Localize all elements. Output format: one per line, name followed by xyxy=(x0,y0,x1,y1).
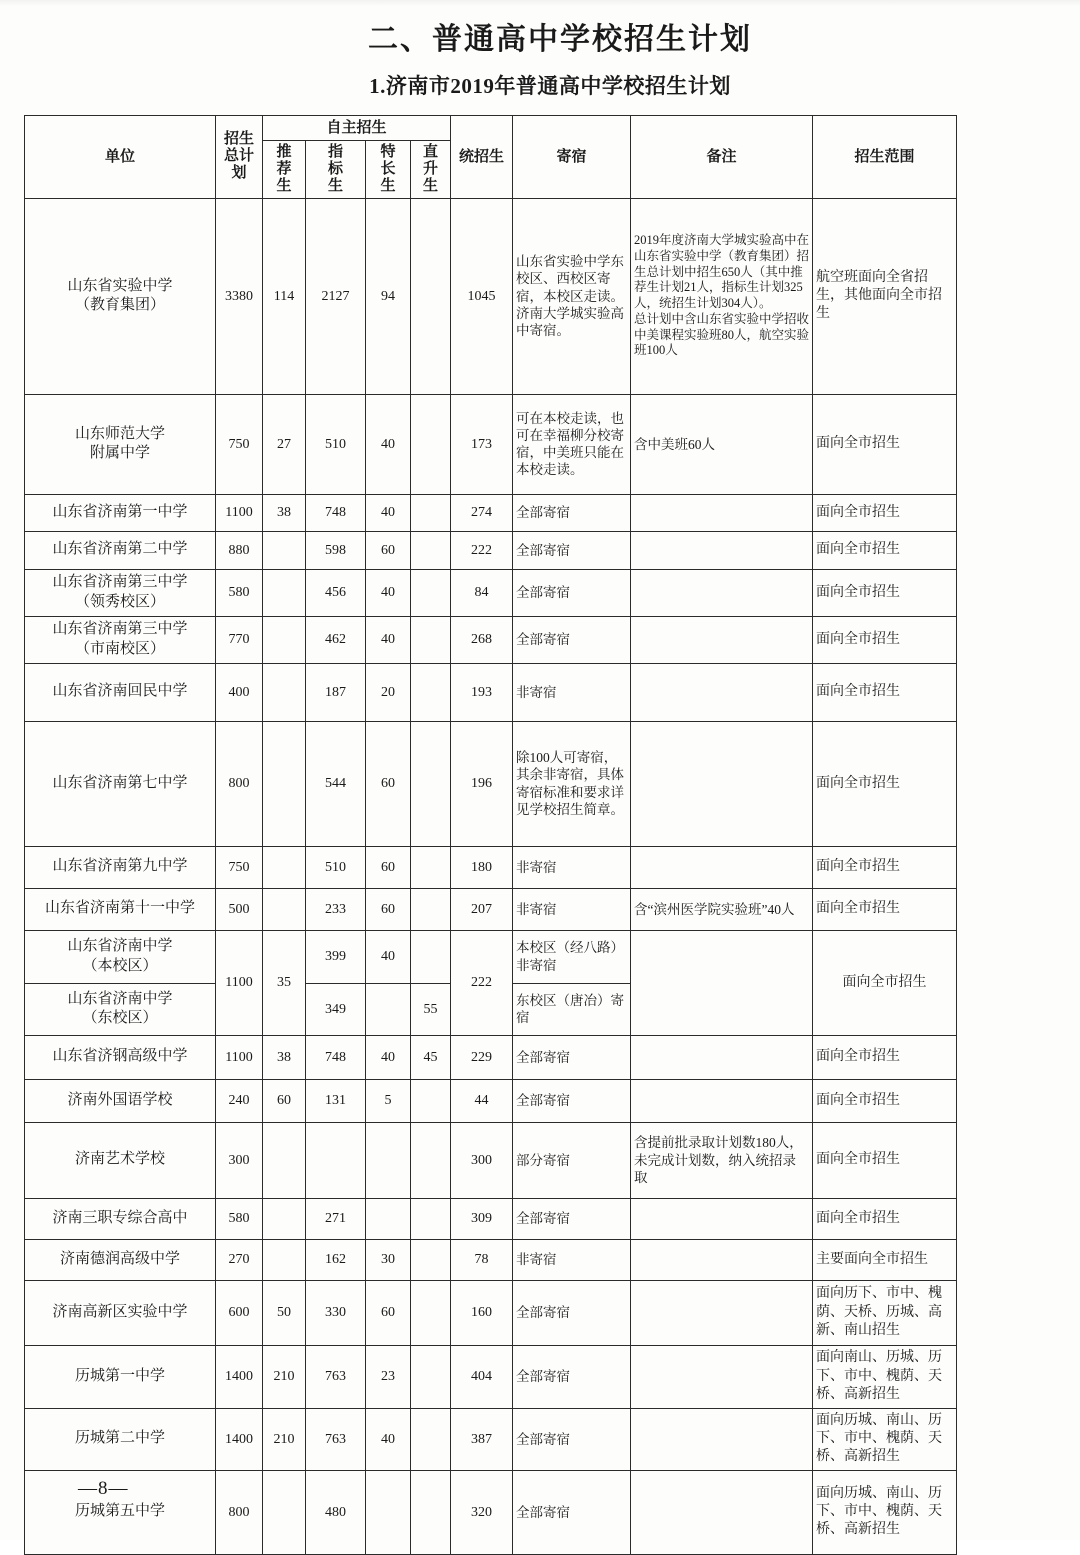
cell-remarks xyxy=(631,1079,813,1122)
cell-boarding: 全部寄宿 xyxy=(513,616,631,663)
unit-line: 山东省济南第七中学 xyxy=(52,774,188,791)
cell-unified: 180 xyxy=(451,846,513,888)
cell-talent: 20 xyxy=(366,663,411,721)
cell-boarding: 全部寄宿 xyxy=(513,494,631,531)
cell-scope: 面向全市招生 xyxy=(813,394,957,494)
cell-talent: 94 xyxy=(366,198,411,394)
cell-recommended: 60 xyxy=(263,1079,306,1122)
cell-total-plan: 1100 xyxy=(216,1035,263,1079)
cell-total-plan: 240 xyxy=(216,1079,263,1122)
cell-unit xyxy=(25,1408,216,1470)
cell-unified: 300 xyxy=(451,1122,513,1198)
table-row xyxy=(25,494,957,531)
cell-recommended xyxy=(263,569,306,616)
table-row xyxy=(25,1035,957,1079)
cell-remarks: 含提前批录取计划数180人，未完成计划数，纳入统招录取 xyxy=(631,1122,813,1198)
unit-line: 附属中学 xyxy=(89,445,150,462)
cell-scope: 面向全市招生 xyxy=(813,721,957,846)
cell-scope: 面向全市招生 xyxy=(813,569,957,616)
cell-talent: 40 xyxy=(366,1408,411,1470)
cell-unified: 84 xyxy=(451,569,513,616)
cell-remarks xyxy=(631,616,813,663)
cell-unit xyxy=(25,930,216,983)
cell-quota: 544 xyxy=(306,721,366,846)
cell-total-plan: 750 xyxy=(216,846,263,888)
cell-unified: 160 xyxy=(451,1280,513,1345)
table-row xyxy=(25,1408,957,1470)
cell-quota: 131 xyxy=(306,1079,366,1122)
unit-line: 济南三职专综合高中 xyxy=(52,1209,188,1226)
cell-total-plan: 1400 xyxy=(216,1345,263,1408)
cell-unified: 320 xyxy=(451,1470,513,1554)
cell-direct xyxy=(411,1079,451,1122)
cell-talent xyxy=(366,1470,411,1554)
cell-talent: 5 xyxy=(366,1079,411,1122)
cell-quota: 187 xyxy=(306,663,366,721)
cell-remarks: 含“滨州医学院实验班”40人 xyxy=(631,888,813,930)
cell-quota: 2127 xyxy=(306,198,366,394)
cell-talent: 60 xyxy=(366,721,411,846)
cell-unit xyxy=(25,663,216,721)
cell-total-plan: 400 xyxy=(216,663,263,721)
cell-remarks xyxy=(631,1280,813,1345)
cell-unit xyxy=(25,1198,216,1239)
cell-scope: 面向全市招生 xyxy=(813,494,957,531)
cell-recommended xyxy=(263,616,306,663)
cell-scope: 主要面向全市招生 xyxy=(813,1239,957,1280)
cell-scope: 面向全市招生 xyxy=(813,888,957,930)
cell-recommended: 50 xyxy=(263,1280,306,1345)
cell-talent: 30 xyxy=(366,1239,411,1280)
cell-direct xyxy=(411,198,451,394)
unit-line: 济南艺术学校 xyxy=(74,1151,165,1168)
cell-remarks xyxy=(631,531,813,569)
admission-plan-table xyxy=(24,115,957,1555)
cell-boarding: 全部寄宿 xyxy=(513,1198,631,1239)
cell-unit xyxy=(25,1239,216,1280)
char: 生 xyxy=(380,177,396,194)
cell-talent: 40 xyxy=(366,569,411,616)
cell-remarks xyxy=(631,1035,813,1079)
unit-line: 济南高新区实验中学 xyxy=(52,1303,188,1320)
char: 直 xyxy=(423,144,439,161)
table-row xyxy=(25,1079,957,1122)
cell-unit xyxy=(25,1079,216,1122)
cell-unit xyxy=(25,721,216,846)
cell-scope: 面向全市招生 xyxy=(813,531,957,569)
cell-scope: 面向全市招生 xyxy=(813,1079,957,1122)
cell-unified: 268 xyxy=(451,616,513,663)
cell-unified: 274 xyxy=(451,494,513,531)
col-header-total-plan xyxy=(216,116,263,199)
table-row xyxy=(25,531,957,569)
cell-direct xyxy=(411,1408,451,1470)
cell-recommended xyxy=(263,1239,306,1280)
cell-boarding: 全部寄宿 xyxy=(513,1280,631,1345)
cell-boarding: 东校区（唐冶）寄宿 xyxy=(513,983,631,1035)
cell-quota: 233 xyxy=(306,888,366,930)
cell-direct xyxy=(411,846,451,888)
cell-total-plan: 300 xyxy=(216,1122,263,1198)
cell-total-plan: 600 xyxy=(216,1280,263,1345)
unit-line: （市南校区） xyxy=(74,640,165,657)
char: 生 xyxy=(423,177,439,194)
cell-quota: 748 xyxy=(306,1035,366,1079)
table-body xyxy=(25,198,957,1554)
unit-line: 山东省济南第九中学 xyxy=(52,858,188,875)
cell-recommended xyxy=(263,1122,306,1198)
cell-direct xyxy=(411,1470,451,1554)
cell-unit xyxy=(25,983,216,1035)
cell-direct xyxy=(411,531,451,569)
unit-line: 山东省济南第三中学 xyxy=(52,574,188,591)
cell-direct xyxy=(411,1345,451,1408)
unit-line: 历城第二中学 xyxy=(74,1430,165,1447)
col-header-independent-admission: 自主招生 xyxy=(263,116,451,141)
cell-quota: 271 xyxy=(306,1198,366,1239)
cell-scope: 面向南山、历城、历下、市中、槐荫、天桥、高新招生 xyxy=(813,1345,957,1408)
table-row xyxy=(25,930,957,983)
cell-unified: 44 xyxy=(451,1079,513,1122)
cell-talent: 23 xyxy=(366,1345,411,1408)
cell-scope: 面向全市招生 xyxy=(813,1122,957,1198)
cell-total-plan: 3380 xyxy=(216,198,263,394)
cell-unified: 207 xyxy=(451,888,513,930)
cell-direct xyxy=(411,1239,451,1280)
cell-boarding: 全部寄宿 xyxy=(513,1035,631,1079)
unit-line: 山东省实验中学 xyxy=(67,277,173,294)
cell-total-plan: 1100 xyxy=(216,930,263,1035)
cell-remarks xyxy=(631,494,813,531)
cell-direct xyxy=(411,663,451,721)
table-row xyxy=(25,1470,957,1554)
cell-direct xyxy=(411,616,451,663)
col-header-recommended xyxy=(263,141,306,198)
cell-quota: 456 xyxy=(306,569,366,616)
cell-remarks: 含中美班60人 xyxy=(631,394,813,494)
cell-quota: 763 xyxy=(306,1408,366,1470)
section-title: 二、普通高中学校招生计划 xyxy=(368,23,752,56)
cell-talent: 60 xyxy=(366,531,411,569)
cell-scope: 面向历下、市中、槐荫、天桥、历城、高新、南山招生 xyxy=(813,1280,957,1345)
cell-recommended: 114 xyxy=(263,198,306,394)
cell-remarks xyxy=(631,1345,813,1408)
cell-boarding: 非寄宿 xyxy=(513,1239,631,1280)
cell-boarding: 全部寄宿 xyxy=(513,1408,631,1470)
col-header-unified: 统招生 xyxy=(451,116,513,199)
cell-unified: 222 xyxy=(451,930,513,1035)
scan-edge xyxy=(0,0,1080,6)
cell-talent xyxy=(366,1122,411,1198)
cell-remarks xyxy=(631,569,813,616)
cell-talent xyxy=(366,1198,411,1239)
cell-quota: 462 xyxy=(306,616,366,663)
unit-line: 山东省济南回民中学 xyxy=(52,683,188,700)
unit-line: 山东省济南中学 xyxy=(67,990,173,1007)
unit-line: 历城第一中学 xyxy=(74,1367,165,1384)
unit-line: 济南外国语学校 xyxy=(67,1091,173,1108)
table-header xyxy=(25,116,957,199)
table-title: 1.济南市2019年普通高中学校招生计划 xyxy=(369,74,731,98)
cell-total-plan: 880 xyxy=(216,531,263,569)
table-row xyxy=(25,1280,957,1345)
cell-unit xyxy=(25,394,216,494)
cell-boarding: 非寄宿 xyxy=(513,846,631,888)
cell-recommended xyxy=(263,1470,306,1554)
cell-recommended: 27 xyxy=(263,394,306,494)
cell-quota xyxy=(306,1122,366,1198)
table-row xyxy=(25,721,957,846)
cell-recommended xyxy=(263,1198,306,1239)
cell-direct xyxy=(411,930,451,983)
unit-line: （东校区） xyxy=(82,1010,158,1027)
cell-boarding: 本校区（经八路）非寄宿 xyxy=(513,930,631,983)
char: 推 xyxy=(276,144,292,161)
cell-total-plan: 580 xyxy=(216,1198,263,1239)
unit-line: （领秀校区） xyxy=(74,593,165,610)
cell-unified: 309 xyxy=(451,1198,513,1239)
cell-unit xyxy=(25,846,216,888)
cell-direct: 45 xyxy=(411,1035,451,1079)
cell-total-plan: 270 xyxy=(216,1239,263,1280)
cell-unified: 193 xyxy=(451,663,513,721)
cell-scope: 面向全市招生 xyxy=(813,1035,957,1079)
char: 标 xyxy=(327,161,343,178)
cell-direct xyxy=(411,1198,451,1239)
cell-unit xyxy=(25,569,216,616)
cell-boarding: 非寄宿 xyxy=(513,888,631,930)
cell-quota: 399 xyxy=(306,930,366,983)
cell-direct xyxy=(411,721,451,846)
cell-talent: 60 xyxy=(366,888,411,930)
cell-scope: 航空班面向全省招生，其他面向全市招生 xyxy=(813,198,957,394)
cell-remarks xyxy=(631,1239,813,1280)
table-row xyxy=(25,846,957,888)
cell-total-plan: 800 xyxy=(216,1470,263,1554)
page-number: —8— xyxy=(78,1478,129,1499)
cell-direct xyxy=(411,1280,451,1345)
cell-talent: 40 xyxy=(366,616,411,663)
cell-scope: 面向历城、南山、历下、市中、槐荫、天桥、高新招生 xyxy=(813,1470,957,1554)
cell-quota: 480 xyxy=(306,1470,366,1554)
cell-remarks: 2019年度济南大学城实验高中在山东省实验中学（教育集团）招生总计划中招生650人（其中推荐生计划21人，指标生计划325人，统招生计划304人）。 总计划中含山东省实验中学招收中美课程实验班80人，航空实验班100人 xyxy=(631,198,813,394)
cell-unit xyxy=(25,888,216,930)
cell-remarks xyxy=(631,930,813,1035)
cell-direct: 55 xyxy=(411,983,451,1035)
table-row xyxy=(25,198,957,394)
cell-talent: 40 xyxy=(366,930,411,983)
cell-unit xyxy=(25,1035,216,1079)
char: 长 xyxy=(380,161,396,178)
table-row xyxy=(25,1198,957,1239)
cell-talent: 60 xyxy=(366,846,411,888)
cell-boarding: 除100人可寄宿，其余非寄宿，具体寄宿标准和要求详见学校招生简章。 xyxy=(513,721,631,846)
cell-remarks xyxy=(631,1198,813,1239)
cell-boarding: 可在本校走读，也可在幸福柳分校寄宿，中美班只能在本校走读。 xyxy=(513,394,631,494)
cell-total-plan: 800 xyxy=(216,721,263,846)
cell-quota: 748 xyxy=(306,494,366,531)
cell-remarks xyxy=(631,1408,813,1470)
cell-boarding: 全部寄宿 xyxy=(513,1345,631,1408)
col-header-remarks: 备注 xyxy=(631,116,813,199)
cell-recommended: 210 xyxy=(263,1408,306,1470)
cell-scope: 面向全市招生 xyxy=(813,846,957,888)
cell-recommended xyxy=(263,663,306,721)
admission-plan-table-container xyxy=(24,115,956,1555)
col-header-total-plan-line2: 总计划 xyxy=(223,148,254,182)
cell-boarding: 部分寄宿 xyxy=(513,1122,631,1198)
cell-boarding: 全部寄宿 xyxy=(513,1079,631,1122)
char: 荐 xyxy=(276,161,292,178)
table-row xyxy=(25,1345,957,1408)
cell-unit xyxy=(25,1345,216,1408)
cell-boarding: 全部寄宿 xyxy=(513,531,631,569)
unit-line: 山东师范大学 xyxy=(74,425,165,442)
unit-line: 山东省济南第三中学 xyxy=(52,621,188,638)
table-row xyxy=(25,663,957,721)
cell-unified: 1045 xyxy=(451,198,513,394)
cell-remarks xyxy=(631,721,813,846)
col-header-direct xyxy=(411,141,451,198)
cell-direct xyxy=(411,1122,451,1198)
cell-total-plan: 500 xyxy=(216,888,263,930)
cell-quota: 330 xyxy=(306,1280,366,1345)
cell-scope: 面向历城、南山、历下、市中、槐荫、天桥、高新招生 xyxy=(813,1408,957,1470)
table-row xyxy=(25,394,957,494)
cell-unified: 173 xyxy=(451,394,513,494)
char: 升 xyxy=(423,161,439,178)
cell-quota: 510 xyxy=(306,846,366,888)
char: 生 xyxy=(327,177,343,194)
cell-quota: 598 xyxy=(306,531,366,569)
unit-line: 山东省济南第十一中学 xyxy=(44,900,195,917)
cell-total-plan: 1100 xyxy=(216,494,263,531)
header-row-top xyxy=(25,116,957,141)
cell-unified: 222 xyxy=(451,531,513,569)
cell-scope: 面向全市招生 xyxy=(813,616,957,663)
table-row xyxy=(25,569,957,616)
cell-total-plan: 750 xyxy=(216,394,263,494)
char: 指 xyxy=(327,144,343,161)
cell-remarks xyxy=(631,663,813,721)
cell-remarks xyxy=(631,846,813,888)
cell-direct xyxy=(411,394,451,494)
cell-remarks xyxy=(631,1470,813,1554)
table-row xyxy=(25,1122,957,1198)
unit-line: 山东省济钢高级中学 xyxy=(52,1048,188,1065)
cell-direct xyxy=(411,494,451,531)
unit-line: 山东省济南第二中学 xyxy=(52,541,188,558)
cell-recommended: 35 xyxy=(263,930,306,1035)
cell-talent: 40 xyxy=(366,1035,411,1079)
unit-line: 山东省济南中学 xyxy=(67,938,173,955)
unit-line: 济南德润高级中学 xyxy=(59,1250,180,1267)
col-header-scope: 招生范围 xyxy=(813,116,957,199)
cell-recommended xyxy=(263,888,306,930)
table-row xyxy=(25,1239,957,1280)
cell-boarding: 全部寄宿 xyxy=(513,569,631,616)
cell-scope: 面向全市招生 xyxy=(813,663,957,721)
cell-total-plan: 1400 xyxy=(216,1408,263,1470)
cell-unit xyxy=(25,531,216,569)
cell-quota: 162 xyxy=(306,1239,366,1280)
cell-recommended: 38 xyxy=(263,494,306,531)
cell-boarding: 非寄宿 xyxy=(513,663,631,721)
cell-unit xyxy=(25,494,216,531)
cell-boarding: 全部寄宿 xyxy=(513,1470,631,1554)
cell-unified: 229 xyxy=(451,1035,513,1079)
cell-scope: 面向全市招生 xyxy=(813,930,957,1035)
cell-quota: 510 xyxy=(306,394,366,494)
cell-recommended: 38 xyxy=(263,1035,306,1079)
cell-unified: 404 xyxy=(451,1345,513,1408)
col-header-talent xyxy=(366,141,411,198)
cell-total-plan: 580 xyxy=(216,569,263,616)
cell-recommended xyxy=(263,846,306,888)
cell-recommended: 210 xyxy=(263,1345,306,1408)
unit-line: （本校区） xyxy=(82,957,158,974)
col-header-quota xyxy=(306,141,366,198)
cell-unified: 78 xyxy=(451,1239,513,1280)
cell-recommended xyxy=(263,531,306,569)
unit-line: 历城第五中学 xyxy=(74,1503,165,1520)
unit-line: （教育集团） xyxy=(74,297,165,314)
cell-direct xyxy=(411,569,451,616)
cell-unit xyxy=(25,1122,216,1198)
cell-unified: 387 xyxy=(451,1408,513,1470)
cell-recommended xyxy=(263,721,306,846)
cell-quota: 763 xyxy=(306,1345,366,1408)
cell-talent: 40 xyxy=(366,394,411,494)
col-header-total-plan-line1: 招生 xyxy=(223,130,254,147)
cell-unit xyxy=(25,198,216,394)
cell-boarding: 山东省实验中学东校区、西校区寄宿，本校区走读。 济南大学城实验高中寄宿。 xyxy=(513,198,631,394)
cell-unified: 196 xyxy=(451,721,513,846)
cell-scope: 面向全市招生 xyxy=(813,1198,957,1239)
cell-talent: 40 xyxy=(366,494,411,531)
cell-quota: 349 xyxy=(306,983,366,1035)
col-header-unit: 单位 xyxy=(25,116,216,199)
cell-total-plan: 770 xyxy=(216,616,263,663)
cell-unit xyxy=(25,616,216,663)
char: 特 xyxy=(380,144,396,161)
cell-unit xyxy=(25,1280,216,1345)
table-row xyxy=(25,888,957,930)
cell-talent: 60 xyxy=(366,1280,411,1345)
col-header-boarding: 寄宿 xyxy=(513,116,631,199)
unit-line: 山东省济南第一中学 xyxy=(52,503,188,520)
table-row xyxy=(25,616,957,663)
char: 生 xyxy=(276,177,292,194)
cell-talent xyxy=(366,983,411,1035)
cell-direct xyxy=(411,888,451,930)
